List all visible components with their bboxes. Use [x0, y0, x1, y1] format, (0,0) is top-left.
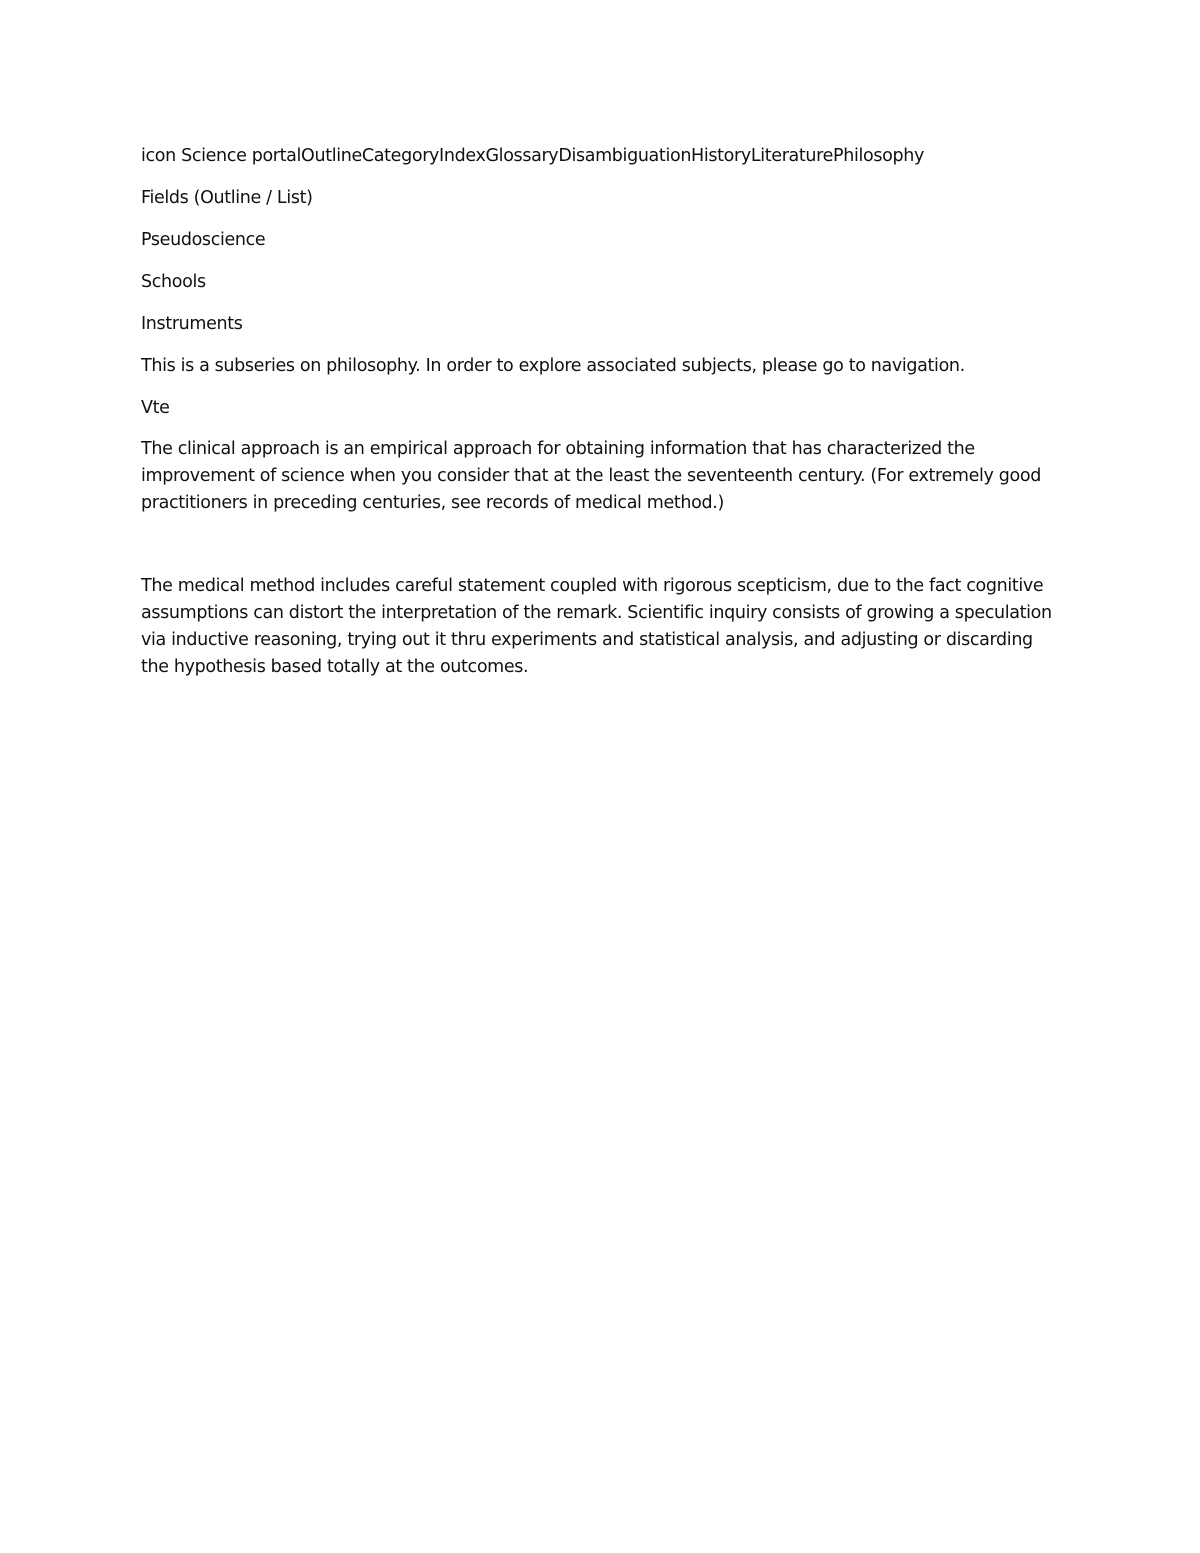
portal-nav-line: icon Science portalOutlineCategoryIndexGlossaryDisambiguationHistoryLiteraturePhilosophy	[141, 146, 925, 166]
fields-line: Fields (Outline / List)	[141, 188, 313, 208]
instruments-line: Instruments	[141, 314, 243, 334]
schools-line: Schools	[141, 272, 206, 292]
pseudoscience-line: Pseudoscience	[141, 230, 266, 250]
subseries-note: This is a subseries on philosophy. In order to explore associated subjects, please go to navigation.	[141, 356, 965, 376]
vte-line: Vte	[141, 398, 170, 418]
paragraph-medical-method: The medical method includes careful statement coupled with rigorous scepticism, due to the fact cognitive assumptions can distort the interpretation of the remark. Scientific inquiry consists of growing a speculation via inductive reasoning, trying out it thru experiments and statistical analysis, and adjusting or discarding the hypothesis based totally at the outcomes.	[141, 576, 1052, 677]
paragraph-clinical-approach: The clinical approach is an empirical approach for obtaining information that has characterized the improvement of science when you consider that at the least the seventeenth century. (For extremely good practitioners in preceding centuries, see records of medical method.)	[141, 439, 1041, 513]
